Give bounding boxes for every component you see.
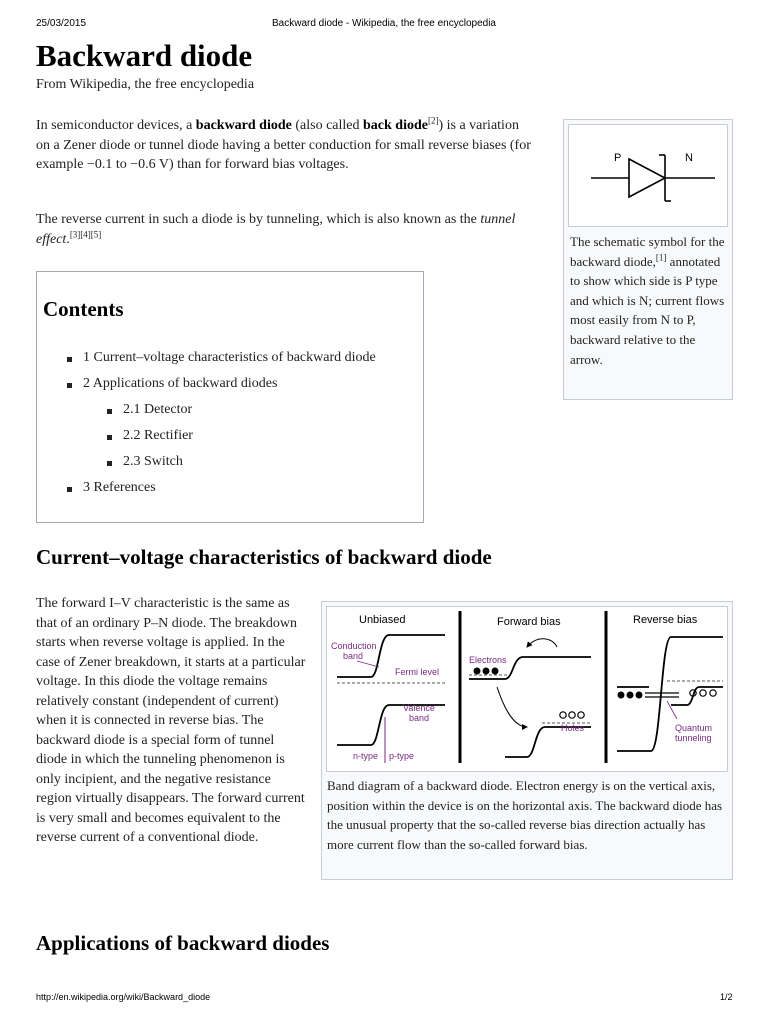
ptype-label: p-type <box>389 751 415 761</box>
symbol-caption <box>570 232 728 369</box>
toc-item-2-label: 2 Applications of backward diodes <box>83 376 278 391</box>
bullet-icon <box>67 383 72 388</box>
table-of-contents <box>36 271 424 523</box>
band-label-2: band <box>409 713 430 723</box>
conduction-label: Conduction <box>331 641 377 651</box>
symbol-caption-post: annotated to show which side is P type and which is N; current flows most easily from N to P, backward relative to the arrow. <box>570 253 725 367</box>
toc-item-2-2[interactable] <box>123 428 193 444</box>
bullet-icon <box>107 461 112 466</box>
tunnel-text-pre: The reverse current in such a diode is by tunneling, which is also known as the <box>36 212 481 227</box>
toc-item-2-1[interactable] <box>123 402 192 418</box>
bullet-icon <box>107 409 112 414</box>
intro-term-back-diode: back diode <box>363 118 428 133</box>
band-label-1: band <box>343 651 364 661</box>
band-diagram-caption: Band diagram of a backward diode. Electron energy is on the vertical axis, position within the device is on the horizontal axis. The backward diode has the unusual property that the so-called reverse bias direction actually has more current flow than the so-called forward bias. <box>327 778 723 852</box>
print-page-number: 1/2 <box>720 992 733 1002</box>
valence-label: Valence <box>403 703 435 713</box>
tunnel-effect-link[interactable]: tunnel effect <box>36 212 516 247</box>
tunnel-text-post: . <box>66 231 70 247</box>
toc-title: Contents <box>43 297 124 321</box>
page-subtitle: From Wikipedia, the free encyclopedia <box>36 77 255 92</box>
print-date: 25/03/2015 <box>36 18 87 29</box>
band-diagram-svg <box>327 607 727 771</box>
section-heading-applications: Applications of backward diodes <box>36 931 330 955</box>
toc-item-2-3[interactable] <box>123 454 183 470</box>
intro-paragraph <box>36 116 536 175</box>
toc-item-2-1-label: 2.1 Detector <box>123 402 193 417</box>
diode-triangle <box>629 159 665 197</box>
panel-forward-label: Forward bias <box>497 616 561 628</box>
electrons-label: Electrons <box>469 655 507 665</box>
symbol-caption-ref[interactable]: [1] <box>655 252 667 263</box>
bullet-icon <box>107 435 112 440</box>
symbol-figure <box>563 119 733 400</box>
toc-item-1-label: 1 Current–voltage characteristics of backward diode <box>83 350 376 365</box>
fermi-label: Fermi level <box>395 667 440 677</box>
ntype-label: n-type <box>353 751 379 761</box>
print-title: Backward diode - Wikipedia, the free encyclopedia <box>271 18 496 29</box>
section-iv-body: The forward I–V characteristic is the same as that of an ordinary P–N diode. The breakdown starts when reverse voltage is applied. In the case of Zener breakdown, it starts at a particular voltage. In this diode the voltage remains relatively constant (independent of current) when it is connected in reverse bias. The backward diode is a special form of tunnel diode in which the tunneling phenomenon is only incipient, and the negative resistance region virtually disappears. The forward current is very small and becomes equivalent to the reverse current of a conventional diode. <box>36 596 306 845</box>
panel-reverse-label: Reverse bias <box>633 614 698 626</box>
diode-symbol-image <box>568 124 728 227</box>
toc-item-1[interactable] <box>83 350 376 366</box>
diode-symbol-svg <box>569 125 727 226</box>
symbol-caption-pre: The schematic symbol for the backward diode, <box>570 234 725 269</box>
intro-text-mid: (also called <box>291 118 363 133</box>
panel-unbiased-label: Unbiased <box>359 614 406 626</box>
band-diagram-image <box>326 606 728 772</box>
print-url: http://en.wikipedia.org/wiki/Backward_diode <box>36 992 211 1002</box>
intro-text-post: ) is a variation on a Zener diode or tunnel diode having a better conduction for small reverse biases (for example −0.1 to −0.6 V) than for forward bias voltages. <box>36 118 531 172</box>
intro-ref-link[interactable]: [2] <box>427 115 439 126</box>
tunnel-refs[interactable]: [3][4][5] <box>69 228 102 239</box>
toc-item-2-2-label: 2.2 Rectifier <box>123 428 193 443</box>
bullet-icon <box>67 357 72 362</box>
intro-term-backward-diode: backward diode <box>195 118 292 133</box>
holes-label: Holes <box>561 723 585 733</box>
toc-item-2-3-label: 2.3 Switch <box>123 454 183 469</box>
toc-item-2[interactable] <box>83 376 277 392</box>
tunneling-label: tunneling <box>675 733 712 743</box>
tunnel-paragraph <box>36 210 536 249</box>
intro-text-pre: In semiconductor devices, a <box>36 118 196 133</box>
bullet-icon <box>67 487 72 492</box>
page-title: Backward diode <box>36 38 253 73</box>
p-label: P <box>614 152 622 164</box>
quantum-label: Quantum <box>675 723 713 733</box>
band-diagram-figure <box>321 601 733 880</box>
toc-item-3[interactable] <box>83 480 156 496</box>
section-heading-iv: Current–voltage characteristics of backward diode <box>36 545 492 569</box>
toc-item-3-label: 3 References <box>83 480 156 495</box>
n-label: N <box>685 152 693 164</box>
